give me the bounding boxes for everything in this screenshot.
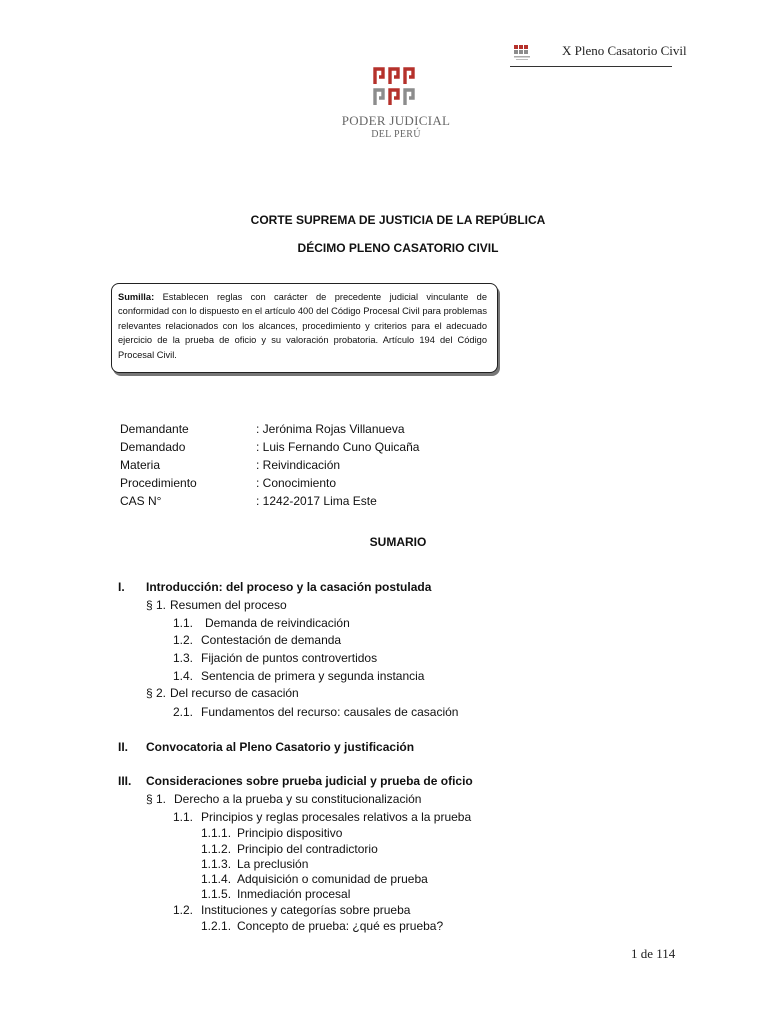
sumilla-body: Establecen reglas con carácter de precedente judicial vinculante de conformidad con lo dispuesto en el artículo 400 del Código Procesal Civil para problemas relevantes relacionados con los alcances, procedimiento y criterios para el adecuado ejercicio de la prueba de oficio y su valoración probatoria. Artículo 194 del Código Procesal Civil. <box>118 292 487 360</box>
toc-entry-text: Demanda de reivindicación <box>205 616 350 630</box>
toc-number: 1.1.3. <box>201 857 232 871</box>
toc-number: 1.1.2. <box>201 842 232 856</box>
poder-judicial-logo-icon <box>372 66 420 108</box>
toc-number: § 1. <box>146 598 167 612</box>
toc-entry-text: La preclusión <box>237 857 309 871</box>
toc-number: 1.4. <box>173 669 194 683</box>
toc-number: 1.2. <box>173 903 194 917</box>
toc-entry-text: Resumen del proceso <box>170 598 287 612</box>
toc-number: 1.1. <box>173 616 194 630</box>
toc-entry-text: Del recurso de casación <box>170 686 299 700</box>
toc-entry-text: Concepto de prueba: ¿qué es prueba? <box>237 919 444 933</box>
court-title: CORTE SUPREMA DE JUSTICIA DE LA REPÚBLICA <box>250 213 546 227</box>
toc-entry-text: Introducción: del proceso y la casación postulada <box>146 580 432 594</box>
sumilla-label: Sumilla: <box>118 292 155 302</box>
poder-judicial-small-logo-icon <box>513 44 533 62</box>
toc-number: III. <box>118 774 132 788</box>
toc-number: 1.1.4. <box>201 872 232 886</box>
toc-entry-text: Derecho a la prueba y su constitucionalización <box>174 792 422 806</box>
toc-number: 1.1. <box>173 810 194 824</box>
toc-number: I. <box>118 580 125 594</box>
case-info-value: : Jerónima Rojas Villanueva <box>256 422 405 436</box>
toc-number: § 1. <box>146 792 167 806</box>
case-info-value: : Luis Fernando Cuno Quicaña <box>256 440 420 454</box>
toc-entry-text: Fijación de puntos controvertidos <box>201 651 378 665</box>
toc-entry-text: Consideraciones sobre prueba judicial y prueba de oficio <box>146 774 473 788</box>
sumilla-text <box>118 290 487 362</box>
toc-entry-text: Convocatoria al Pleno Casatorio y justificación <box>146 740 415 754</box>
case-info-value: : Reivindicación <box>256 458 341 472</box>
case-info-label: Demandante <box>120 422 189 436</box>
toc-entry-text: Principio dispositivo <box>237 826 343 840</box>
toc-entry-text: Contestación de demanda <box>201 633 342 647</box>
toc-entry-text: Inmediación procesal <box>237 887 351 901</box>
case-info-value: : Conocimiento <box>256 476 337 490</box>
toc-number: 1.1.5. <box>201 887 232 901</box>
toc-entry-text: Adquisición o comunidad de prueba <box>237 872 428 886</box>
toc-number: II. <box>118 740 129 754</box>
toc-number: 1.2.1. <box>201 919 232 933</box>
header-rule <box>510 66 672 67</box>
logo-wordmark: PODER JUDICIAL <box>341 113 451 128</box>
toc-entry-text: Principios y reglas procesales relativos a la prueba <box>201 810 472 824</box>
toc-number: § 2. <box>146 686 167 700</box>
toc-entry-text: Instituciones y categorías sobre prueba <box>201 903 411 917</box>
toc-number: 1.1.1. <box>201 826 232 840</box>
toc-number: 1.3. <box>173 651 194 665</box>
sumario-heading: SUMARIO <box>369 535 427 549</box>
running-header-title: X Pleno Casatorio Civil <box>562 43 687 58</box>
page-number: 1 de 114 <box>631 946 676 961</box>
toc-entry-text: Principio del contradictorio <box>237 842 378 856</box>
case-info-label: Materia <box>120 458 161 472</box>
toc-number: 2.1. <box>173 705 194 719</box>
case-info-label: Demandado <box>120 440 186 454</box>
case-info-value: : 1242-2017 Lima Este <box>256 494 377 508</box>
toc-entry-text: Fundamentos del recurso: causales de casación <box>201 705 459 719</box>
logo-subtitle: DEL PERÚ <box>371 129 421 140</box>
toc-number: 1.2. <box>173 633 194 647</box>
case-info-label: CAS N° <box>120 494 162 508</box>
case-info-label: Procedimiento <box>120 476 197 490</box>
pleno-title: DÉCIMO PLENO CASATORIO CIVIL <box>297 241 499 255</box>
toc-entry-text: Sentencia de primera y segunda instancia <box>201 669 425 683</box>
